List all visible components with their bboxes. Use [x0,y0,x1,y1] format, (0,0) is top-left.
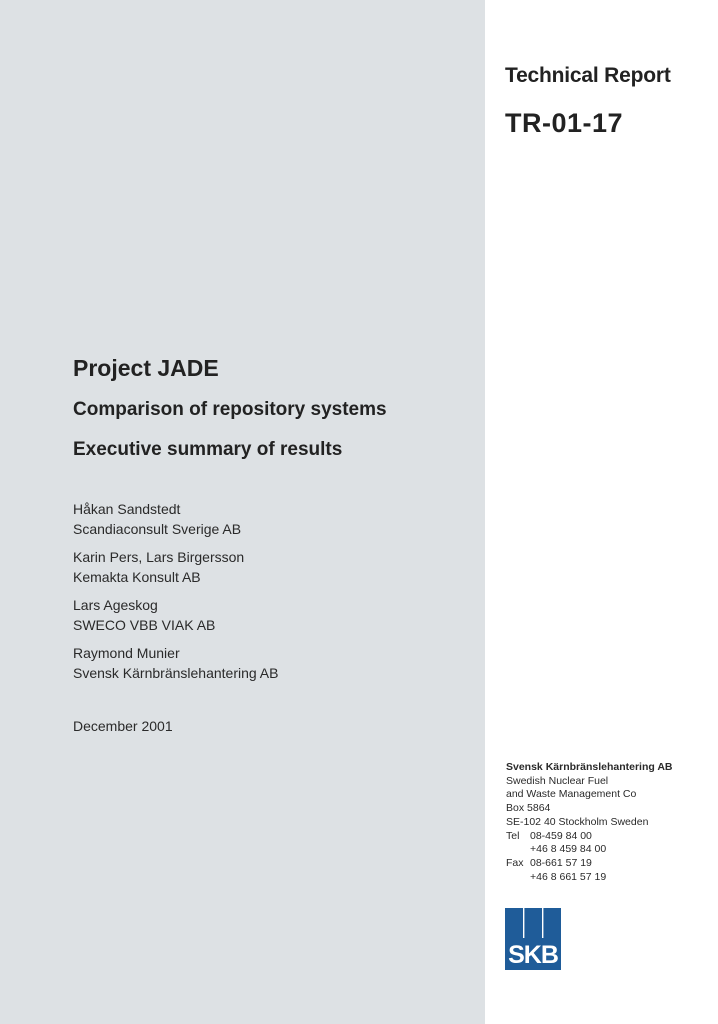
author-group [73,595,473,635]
author-group [73,547,473,587]
author-affiliation: Svensk Kärnbränslehantering AB [73,665,279,681]
report-number: TR-01-17 [505,108,624,138]
tel-number-2: +46 8 459 84 00 [530,843,607,856]
publication-date: December 2001 [73,718,173,734]
author-names: Lars Ageskog [73,597,158,613]
tel-number-1: 08-459 84 00 [530,829,592,842]
publisher-name: Svensk Kärnbränslehantering AB [506,761,673,773]
document-subtitle-1: Comparison of repository systems [73,399,387,420]
publisher-box: Box 5864 [506,802,551,815]
author-affiliation: SWECO VBB VIAK AB [73,617,216,633]
tel-row [506,830,706,844]
fax-number-2: +46 8 661 57 19 [530,870,607,883]
document-title: Project JADE [73,355,219,381]
author-group [73,643,473,683]
fax-number-1: 08-661 57 19 [530,856,592,869]
report-type: Technical Report [505,64,671,87]
author-group [73,499,473,539]
skb-logo [505,908,561,970]
author-names: Karin Pers, Lars Birgersson [73,549,245,565]
author-affiliation: Kemakta Konsult AB [73,569,201,585]
publisher-block [506,761,706,884]
author-affiliation: Scandiaconsult Sverige AB [73,521,242,537]
author-names: Håkan Sandstedt [73,501,181,517]
publisher-line-1: Swedish Nuclear Fuel [506,774,609,787]
logo-text: SKB [508,941,558,969]
tel-row-intl [506,843,706,857]
document-subtitle-2: Executive summary of results [73,439,343,460]
author-list [73,499,473,691]
fax-label: Fax [506,856,524,869]
fax-row [506,857,706,871]
tel-label: Tel [506,829,520,842]
publisher-line-2: and Waste Management Co [506,788,637,801]
publisher-address: SE-102 40 Stockholm Sweden [506,815,649,828]
fax-row-intl [506,871,706,885]
author-names: Raymond Munier [73,645,180,661]
